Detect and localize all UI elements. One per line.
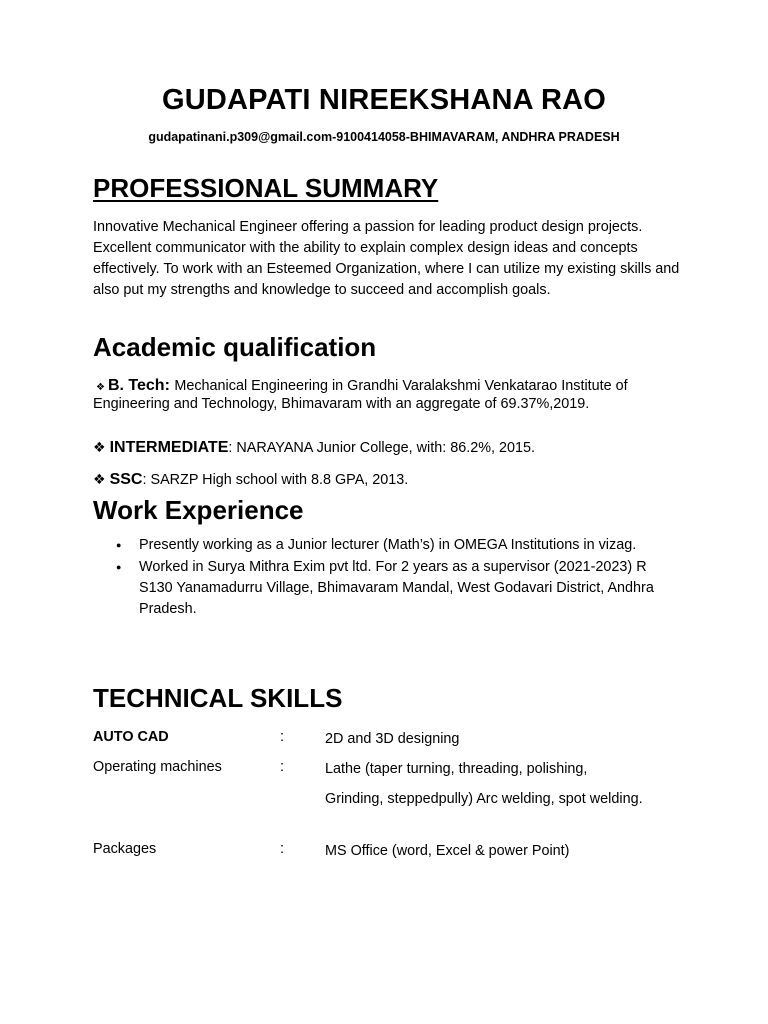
qualification-intermediate: ❖ INTERMEDIATE: NARAYANA Junior College, with: 86.2%, 2015. [93, 439, 535, 456]
diamond-bullet-icon: ❖ [93, 471, 106, 487]
section-heading-summary: PROFESSIONAL SUMMARY [93, 173, 439, 203]
skill-value: 2D and 3D designing [325, 731, 460, 747]
section-heading-academic: Academic qualification [93, 332, 377, 362]
list-item: ● Presently working as a Junior lecturer (Math’s) in OMEGA Institutions in vizag. [116, 537, 637, 553]
table-row [93, 729, 693, 759]
skill-value: MS Office (word, Excel & power Point) [325, 843, 570, 859]
section-heading-work: Work Experience [93, 495, 304, 525]
section-heading-skills: TECHNICAL SKILLS [93, 683, 343, 713]
list-item: ● Worked in Surya Mithra Exim pvt ltd. For 2 years as a supervisor (2021-2023) R S130 Yanamadurru Village, Bhimavaram Mandal, West Godavari District, Andhra Pradesh. [116, 559, 654, 617]
skill-value: Grinding, steppedpully) Arc welding, spot welding. [325, 791, 643, 807]
skills-table [93, 729, 693, 871]
candidate-name: GUDAPATI NIREEKSHANA RAO [161, 84, 607, 116]
qualification-ssc: ❖ SSC: SARZP High school with 8.8 GPA, 2013. [93, 471, 409, 488]
qualification-btech: ❖ B. Tech: Mechanical Engineering in Grandhi Varalakshmi Venkatarao Institute of Engineering and Technology, Bhimavaram with an aggregate of 69.37%,2019. [93, 377, 628, 412]
qualification-detail: SARZP High school with 8.8 GPA, 2013. [150, 472, 409, 488]
skill-key: Packages [93, 841, 157, 857]
diamond-bullet-icon: ❖ [96, 382, 105, 393]
table-row [93, 759, 693, 789]
bullet-icon: ● [116, 540, 122, 550]
skill-value: Lathe (taper turning, threading, polishing, [325, 761, 588, 777]
qualification-detail: Mechanical Engineering in Grandhi Varalakshmi Venkatarao Institute of Engineering and Technology, Bhimavaram with an aggregate of 69.37%,2019. [93, 378, 628, 412]
skill-key: Operating machines [93, 759, 222, 775]
contact-line: gudapatinani.p309@gmail.com-9100414058-BHIMAVARAM, ANDHRA PRADESH [148, 130, 620, 144]
table-row [93, 841, 693, 871]
qualification-detail: NARAYANA Junior College, with: 86.2%, 2015. [236, 440, 535, 456]
table-row [93, 789, 693, 841]
qualification-label: B. Tech [107, 377, 165, 394]
skill-colon: : [280, 729, 284, 745]
skill-colon: : [280, 759, 284, 775]
skill-colon: : [280, 841, 284, 857]
qualification-label: SSC [109, 471, 143, 488]
diamond-bullet-icon: ❖ [93, 439, 106, 455]
bullet-icon: ● [116, 562, 122, 572]
qualification-label: INTERMEDIATE [109, 439, 229, 456]
skill-key: AUTO CAD [93, 729, 169, 745]
work-experience-list [93, 537, 683, 624]
summary-text: Innovative Mechanical Engineer offering a passion for leading product design projects. Excellent communicator with the ability to explain complex design ideas and concepts effectively. To work with an Esteemed Organization, where I can utilize my existing skills and also put my strengths and knowledge to succeed and accomplish goals. [93, 219, 680, 298]
